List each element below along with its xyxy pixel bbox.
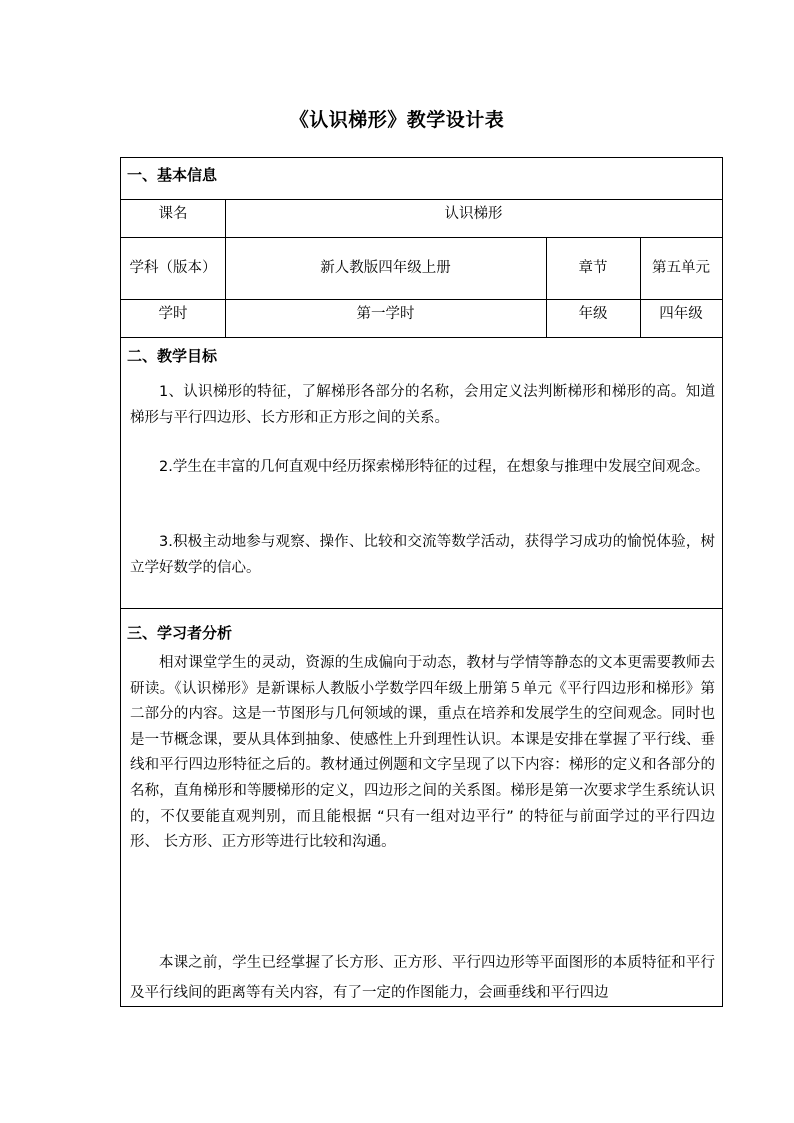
section-heading-learner-analysis: 三、学习者分析 [127,624,233,642]
period-label: 学时 [158,306,188,322]
period-value: 第一学时 [356,306,415,322]
section-heading-objectives: 二、教学目标 [127,347,218,365]
divider [121,608,723,609]
objective-item: 2.学生在丰富的几何直观中经历探索梯形特征的过程，在想象与推理中发展空间观念。 [159,459,710,475]
divider [121,337,723,338]
document-title: 《认识梯形》教学设计表 [289,109,505,131]
course-name-value: 认识梯形 [444,206,503,222]
learner-analysis-paragraph: 本课之前，学生已经掌握了长方形、正方形、平行四边形等平面图形的本质特征和平行及平行线间的距离等有关内容，有了一定的作图能力，会画垂线和平行四边 [130,955,715,1001]
objective-item: 1、认识梯形的特征，了解梯形各部分的名称，会用定义法判断梯形和梯形的高。知道梯形与平行四边形、长方形和正方形之间的关系。 [130,384,715,426]
course-name-label: 课名 [158,206,188,222]
grade-value: 四年级 [659,306,703,322]
learner-analysis-paragraph: 相对课堂学生的灵动，资源的生成偏向于动态，教材与学情等静态的文本更需要教师去研读。《认识梯形》是新课标人教版小学数学四年级上册第５单元《平行四边形和梯形》第二部分的内容。这是一节图形与几何领域的课，重点在培养和发展学生的空间观念。同时也是一节概念课，要从具体到抽象、使感性上升到理性认识。本课是安排在掌握了平行线、垂线和平行四边形特征之后的。教材通过例题和文字呈现了以下内容：梯形的定义和各部分的名称，直角梯形和等腰梯形的定义，四边形之间的关系图。梯形是第一次要求学生系统认识的，不仅要能直观判别，而且能根据 “只有一组对边平行” 的特征与前面学过的平行四边形、 长方形、正方形等进行比较和沟通。 [130,655,715,851]
chapter-label: 章节 [578,260,608,276]
section-heading-basic-info: 一、基本信息 [127,166,218,184]
grade-label: 年级 [578,306,608,322]
objective-item: 3.积极主动地参与观察、操作、比较和交流等数学活动，获得学习成功的愉悦体验，树立学好数学的信心。 [130,534,715,576]
subject-value: 新人教版四年级上册 [320,260,451,276]
chapter-value: 第五单元 [652,260,710,276]
lesson-design-table [120,157,723,1007]
subject-label: 学科（版本） [129,260,217,276]
